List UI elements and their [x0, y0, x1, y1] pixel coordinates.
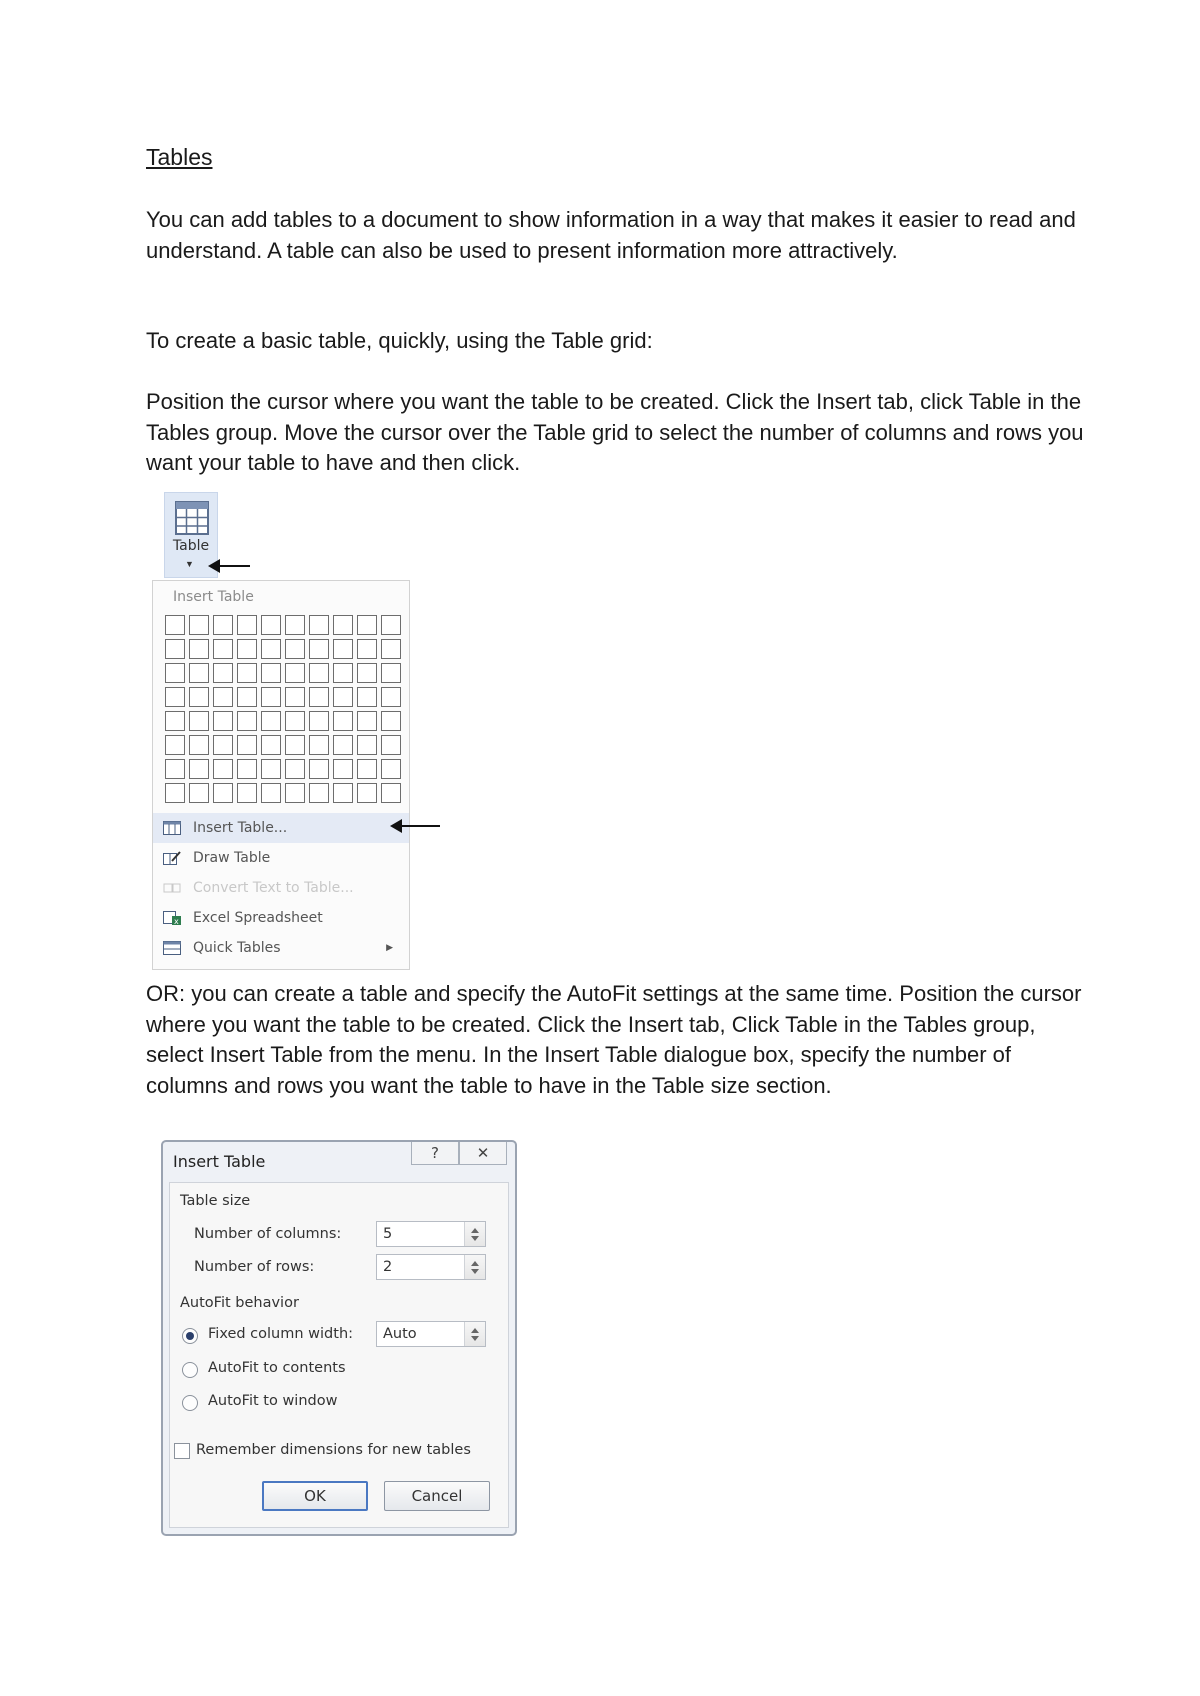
columns-spinner[interactable] — [376, 1221, 486, 1247]
grid-cell[interactable] — [237, 615, 257, 635]
remember-checkbox[interactable] — [174, 1443, 190, 1459]
autofit-section-label: AutoFit behavior — [180, 1295, 299, 1311]
table-size-section-label: Table size — [180, 1193, 251, 1209]
grid-cell[interactable] — [285, 711, 305, 731]
grid-cell[interactable] — [213, 687, 233, 707]
grid-cell[interactable] — [381, 663, 401, 683]
fixed-width-label: Fixed column width: — [208, 1326, 354, 1342]
grid-cell[interactable] — [357, 687, 377, 707]
grid-cell[interactable] — [333, 663, 353, 683]
grid-cell[interactable] — [165, 735, 185, 755]
menu-item-label: Draw Table — [193, 850, 271, 866]
submenu-arrow-icon: ▶ — [386, 943, 393, 953]
grid-cell[interactable] — [309, 663, 329, 683]
grid-cell[interactable] — [213, 615, 233, 635]
grid-steps-paragraph: Position the cursor where you want the table to be created. Click the Insert tab, click Table in the Tables group. Move the cursor over the Table grid to select the number of columns and rows you want your table to have and then click. — [146, 389, 1084, 475]
grid-intro-paragraph: To create a basic table, quickly, using the Table grid: — [146, 328, 653, 353]
grid-cell[interactable] — [381, 783, 401, 803]
grid-cell[interactable] — [309, 711, 329, 731]
grid-cell[interactable] — [237, 759, 257, 779]
grid-cell[interactable] — [213, 663, 233, 683]
grid-cell[interactable] — [165, 759, 185, 779]
dialog-title: Insert Table — [173, 1152, 266, 1171]
grid-cell[interactable] — [333, 783, 353, 803]
grid-cell[interactable] — [237, 735, 257, 755]
autofit-contents-radio[interactable] — [182, 1362, 198, 1378]
rows-spinner[interactable] — [376, 1254, 486, 1280]
dialog-body — [169, 1182, 509, 1528]
grid-cell[interactable] — [285, 783, 305, 803]
dialog-intro-paragraph: OR: you can create a table and specify the AutoFit settings at the same time. Position the cursor where you want the table to be created. Click the Insert tab, Click Table in the Tables group, select Insert Table from the menu. In the Insert Table dialogue box, specify the number of columns and rows you want the table to have in the Table size section. — [146, 981, 1082, 1098]
menu-item-quick-tables[interactable] — [153, 933, 409, 963]
grid-cell[interactable] — [165, 783, 185, 803]
grid-cell[interactable] — [381, 735, 401, 755]
grid-cell[interactable] — [309, 639, 329, 659]
grid-cell[interactable] — [333, 759, 353, 779]
grid-cell[interactable] — [309, 783, 329, 803]
autofit-contents-label: AutoFit to contents — [208, 1360, 346, 1376]
rows-value: 2 — [383, 1259, 393, 1275]
grid-cell[interactable] — [285, 735, 305, 755]
grid-cell[interactable] — [285, 639, 305, 659]
columns-value: 5 — [383, 1226, 393, 1242]
grid-cell[interactable] — [333, 687, 353, 707]
grid-cell[interactable] — [333, 615, 353, 635]
grid-cell[interactable] — [213, 711, 233, 731]
grid-cell[interactable] — [357, 783, 377, 803]
grid-cell[interactable] — [333, 735, 353, 755]
grid-cell[interactable] — [381, 615, 401, 635]
grid-cell[interactable] — [165, 639, 185, 659]
grid-cell[interactable] — [261, 711, 281, 731]
grid-cell[interactable] — [309, 615, 329, 635]
insert-table-dropdown — [152, 580, 410, 970]
grid-cell[interactable] — [165, 711, 185, 731]
pointer-arrow-icon — [210, 565, 250, 567]
table-icon — [175, 501, 209, 535]
grid-cell[interactable] — [285, 663, 305, 683]
grid-cell[interactable] — [261, 639, 281, 659]
help-icon[interactable]: ? — [411, 1142, 459, 1165]
fixed-width-value: Auto — [383, 1326, 417, 1342]
menu-item-excel-spreadsheet[interactable] — [153, 903, 409, 933]
grid-cell[interactable] — [261, 783, 281, 803]
menu-item-label: Quick Tables — [193, 940, 281, 956]
grid-cell[interactable] — [309, 687, 329, 707]
grid-cell[interactable] — [357, 735, 377, 755]
columns-label: Number of columns: — [194, 1226, 342, 1242]
insert-table-dialog — [161, 1140, 517, 1536]
menu-item-label: Convert Text to Table... — [193, 880, 354, 896]
table-grid[interactable] — [165, 615, 401, 803]
grid-cell[interactable] — [357, 759, 377, 779]
grid-cell[interactable] — [213, 759, 233, 779]
intro-paragraph: You can add tables to a document to show information in a way that makes it easier to read and understand. A table can also be used to present information more attractively. — [146, 207, 1076, 263]
page-heading: Tables — [146, 144, 213, 170]
grid-cell[interactable] — [261, 615, 281, 635]
grid-cell[interactable] — [189, 663, 209, 683]
ok-button[interactable]: OK — [262, 1481, 368, 1511]
grid-cell[interactable] — [285, 687, 305, 707]
grid-cell[interactable] — [261, 663, 281, 683]
grid-cell[interactable] — [333, 639, 353, 659]
svg-text:x: x — [174, 917, 179, 925]
grid-cell[interactable] — [189, 783, 209, 803]
convert-icon — [163, 881, 181, 895]
table-button-label: Table — [172, 538, 210, 554]
grid-cell[interactable] — [165, 687, 185, 707]
grid-cell[interactable] — [237, 663, 257, 683]
autofit-window-label: AutoFit to window — [208, 1393, 338, 1409]
grid-cell[interactable] — [381, 759, 401, 779]
grid-cell[interactable] — [189, 759, 209, 779]
menu-item-label: Insert Table... — [193, 820, 288, 836]
grid-cell[interactable] — [381, 687, 401, 707]
pointer-arrow-icon — [392, 825, 440, 827]
grid-cell[interactable] — [237, 639, 257, 659]
grid-cell[interactable] — [189, 711, 209, 731]
remember-label: Remember dimensions for new tables — [196, 1442, 471, 1458]
quick-tables-icon — [163, 941, 181, 955]
grid-cell[interactable] — [213, 783, 233, 803]
grid-cell[interactable] — [261, 735, 281, 755]
grid-cell[interactable] — [285, 759, 305, 779]
grid-cell[interactable] — [189, 615, 209, 635]
grid-cell[interactable] — [357, 663, 377, 683]
table-menu — [153, 813, 409, 963]
grid-cell[interactable] — [309, 735, 329, 755]
chevron-down-icon: ▼ — [185, 559, 194, 569]
cancel-button[interactable]: Cancel — [384, 1481, 490, 1511]
grid-cell[interactable] — [213, 735, 233, 755]
grid-cell[interactable] — [237, 711, 257, 731]
excel-icon — [163, 911, 181, 925]
grid-cell[interactable] — [189, 639, 209, 659]
close-icon[interactable]: ✕ — [459, 1142, 507, 1165]
grid-cell[interactable] — [333, 711, 353, 731]
dropdown-title: Insert Table — [173, 589, 254, 605]
grid-cell[interactable] — [261, 759, 281, 779]
grid-cell[interactable] — [381, 711, 401, 731]
grid-cell[interactable] — [381, 639, 401, 659]
grid-cell[interactable] — [357, 639, 377, 659]
grid-cell[interactable] — [237, 783, 257, 803]
autofit-window-radio[interactable] — [182, 1395, 198, 1411]
fixed-width-radio[interactable] — [182, 1328, 198, 1344]
pencil-table-icon — [163, 851, 181, 865]
menu-item-label: Excel Spreadsheet — [193, 910, 323, 926]
grid-cell[interactable] — [213, 639, 233, 659]
grid-cell[interactable] — [189, 735, 209, 755]
grid-cell[interactable] — [309, 759, 329, 779]
menu-item-draw-table[interactable] — [153, 843, 409, 873]
grid-cell[interactable] — [165, 615, 185, 635]
rows-label: Number of rows: — [194, 1259, 315, 1275]
table-icon — [163, 821, 181, 835]
grid-cell[interactable] — [237, 687, 257, 707]
grid-cell[interactable] — [357, 615, 377, 635]
menu-item-insert-table[interactable] — [153, 813, 409, 843]
grid-cell[interactable] — [357, 711, 377, 731]
fixed-width-spinner[interactable] — [376, 1321, 486, 1347]
menu-item-convert-text-to-table — [153, 873, 409, 903]
grid-cell[interactable] — [189, 687, 209, 707]
grid-cell[interactable] — [261, 687, 281, 707]
grid-cell[interactable] — [285, 615, 305, 635]
grid-cell[interactable] — [165, 663, 185, 683]
